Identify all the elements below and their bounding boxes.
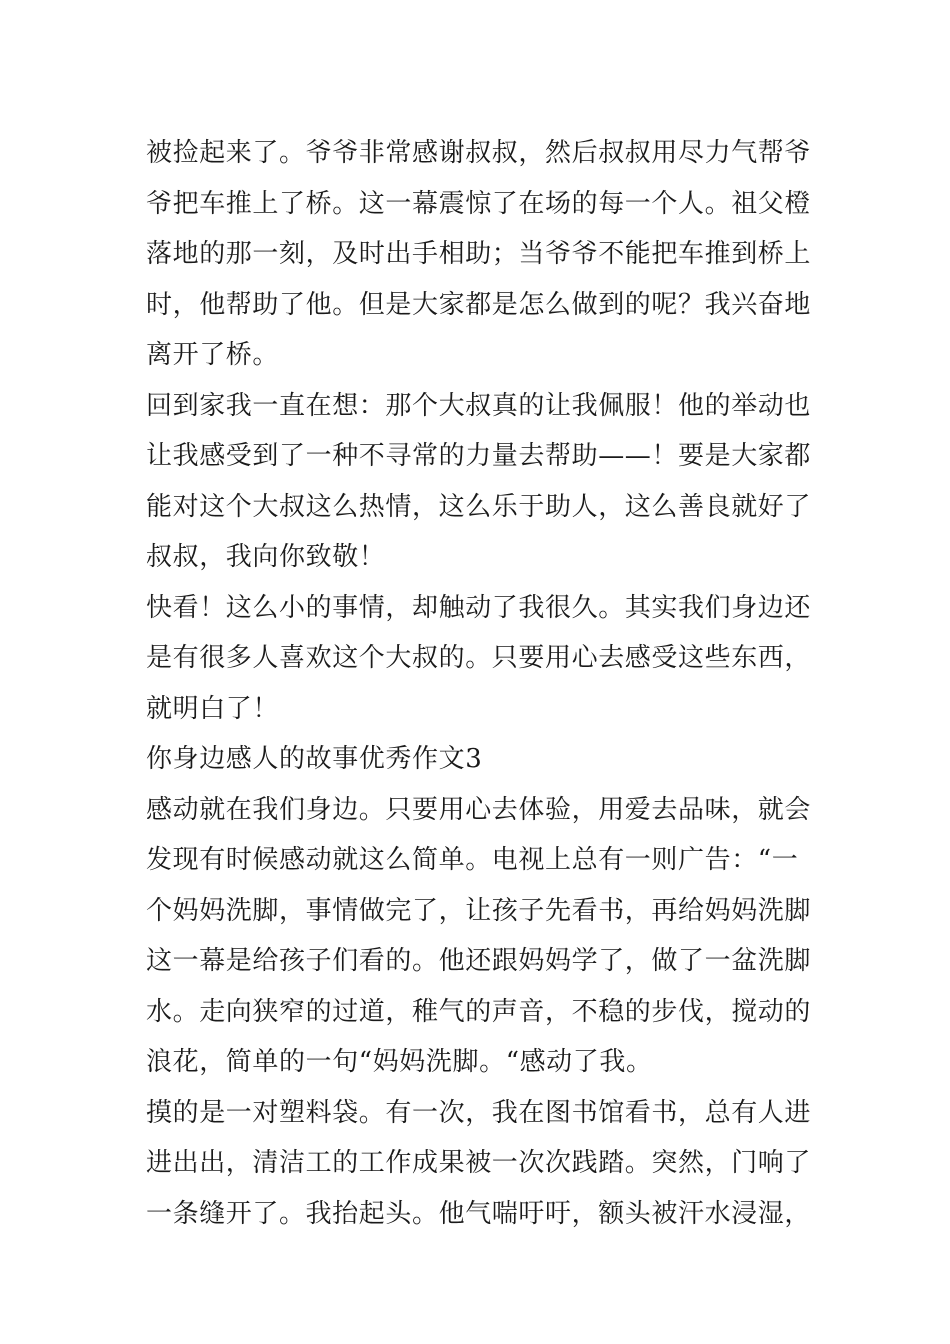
section-heading: 你身边感人的故事优秀作文3: [146, 744, 483, 774]
text-line: 快看！这么小的事情，却触动了我很久。其实我们身边还: [146, 592, 812, 623]
text-line: 爷把车推上了桥。这一幕震惊了在场的每一个人。祖父橙: [146, 188, 812, 219]
text-line: 水。走向狭窄的过道，稚气的声音，不稳的步伐，搅动的: [146, 996, 812, 1027]
text-line: 浪花，简单的一句“妈妈洗脚。“感动了我。: [146, 1047, 653, 1077]
text-line: 就明白了！: [146, 693, 280, 724]
text-line: 一条缝开了。我抬起头。他气喘吁吁，额头被汗水浸湿，: [146, 1198, 812, 1229]
text-line: 感动就在我们身边。只要用心去体验，用爱去品味，就会: [146, 794, 812, 825]
text-line: 能对这个大叔这么热情，这么乐于助人，这么善良就好了: [146, 491, 812, 522]
text-line: 进出出，清洁工的工作成果被一次次践踏。突然，门响了: [146, 1148, 812, 1178]
text-line: 落地的那一刻，及时出手相助；当爷爷不能把车推到桥上: [146, 239, 812, 269]
text-line: 叔叔，我向你致敬！: [146, 542, 386, 572]
text-line: 是有很多人喜欢这个大叔的。只要用心去感受这些东西，: [146, 643, 812, 673]
text-line: 离开了桥。: [146, 340, 280, 370]
text-line: 个妈妈洗脚，事情做完了，让孩子先看书，再给妈妈洗脚: [146, 895, 812, 926]
text-line: 摸的是一对塑料袋。有一次，我在图书馆看书，总有人进: [146, 1097, 812, 1128]
essay-text: [146, 128, 810, 1239]
text-line: 让我感受到了一种不寻常的力量去帮助——！要是大家都: [146, 441, 812, 471]
text-line: 这一幕是给孩子们看的。他还跟妈妈学了，做了一盆洗脚: [146, 946, 812, 976]
text-line: 被捡起来了。爷爷非常感谢叔叔，然后叔叔用尽力气帮爷: [146, 138, 812, 168]
text-line: 时，他帮助了他。但是大家都是怎么做到的呢？我兴奋地: [146, 289, 812, 320]
text-line: 回到家我一直在想：那个大叔真的让我佩服！他的举动也: [146, 390, 812, 421]
text-line: 发现有时候感动就这么简单。电视上总有一则广告：“一: [146, 845, 799, 875]
